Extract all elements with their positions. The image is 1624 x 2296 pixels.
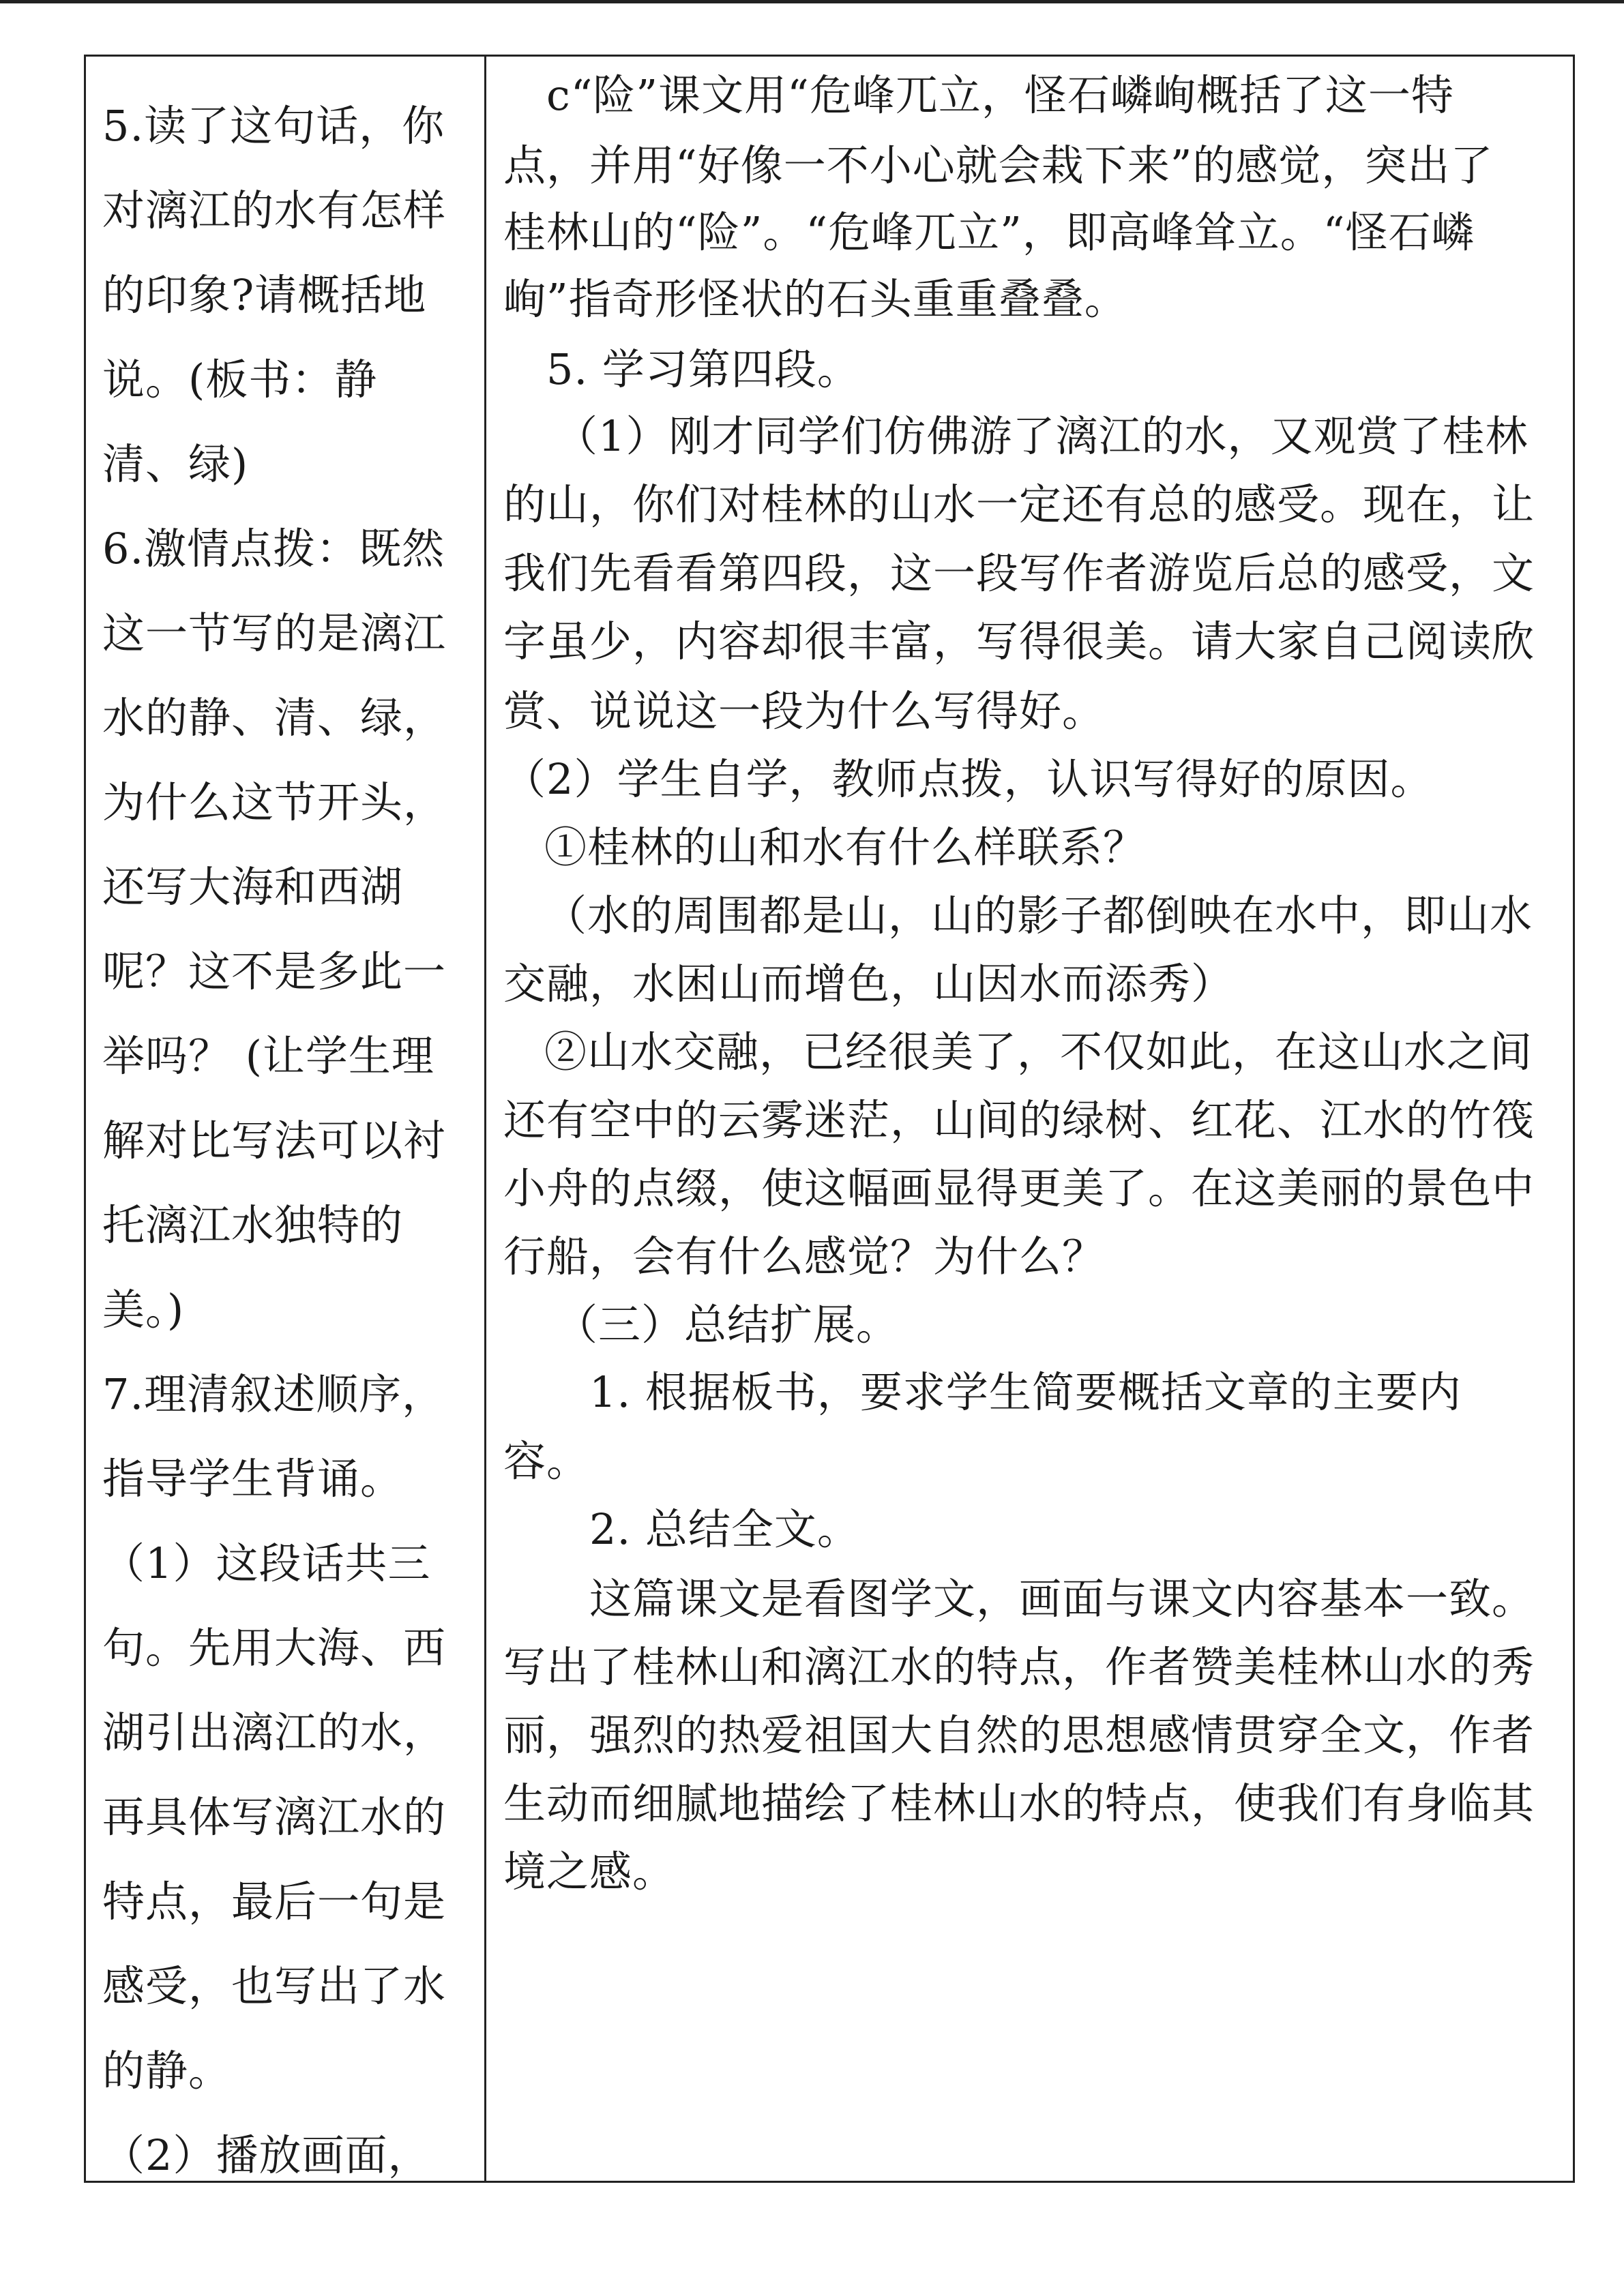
lesson-plan-table [84,55,1575,2183]
left-line: 还写大海和西湖 [102,862,404,912]
right-line: 字虽少，内容却很丰富，写得很美。请大家自己阅读欣 [503,616,1535,666]
right-line: 交融，水困山而增色，山因水而添秀） [503,959,1235,1009]
left-line: 举吗？ (让学生理 [102,1031,434,1081]
right-line: 丽，强烈的热爱祖国大自然的思想感情贯穿全文，作者 [503,1710,1535,1760]
top-rule [0,0,1624,3]
left-line: 再具体写漓江水的 [102,1792,447,1842]
right-line: （1）刚才同学们仿佛游了漓江的水，又观赏了桂林 [555,411,1529,461]
right-line: ①桂林的山和水有什么样联系？ [544,822,1147,872]
right-line: （水的周围都是山，山的影子都倒映在水中，即山水 [544,891,1533,940]
left-line: 感受，也写出了水 [102,1961,447,2011]
right-line: 1. 根据板书，要求学生简要概括文章的主要内 [589,1367,1462,1417]
left-line: （2）播放画面， [102,2130,431,2180]
right-line: 我们先看看第四段，这一段写作者游览后总的感受，文 [503,548,1535,598]
left-line: 清、绿) [102,439,249,489]
right-line: 生动而细腻地描绘了桂林山水的特点，使我们有身临其 [503,1778,1535,1828]
left-line: 美。) [102,1285,185,1335]
column-divider [484,57,486,2181]
right-line: 容。 [503,1436,590,1486]
right-line: 峋”指奇形怪状的石头重重叠叠。 [503,274,1127,324]
right-line: c“险”课文用“危峰兀立，怪石嶙峋概括了这一特 [546,70,1454,120]
right-line: （2）学生自学，教师点拨，认识写得好的原因。 [503,754,1434,804]
left-line: 水的静、清、绿， [102,693,447,743]
left-line: 这一节写的是漓江 [102,608,447,658]
left-line: 说。(板书：静 [102,355,378,404]
left-line: 的静。 [102,2046,232,2096]
right-line: 还有空中的云雾迷茫，山间的绿树、红花、江水的竹筏 [503,1095,1535,1145]
right-line: 行船，会有什么感觉？为什么？ [503,1232,1106,1281]
left-line: 指导学生背诵。 [102,1454,404,1504]
left-line: 对漓江的水有怎样 [102,185,447,235]
left-line: 6.激情点拨：既然 [102,524,445,573]
left-line: 为什么这节开头， [102,777,447,827]
right-line: 点，并用“好像一不小心就会栽下来”的感觉，突出了 [503,140,1494,190]
right-line: 这篇课文是看图学文，画面与课文内容基本一致。 [589,1574,1535,1624]
left-line: 句。先用大海、西 [102,1623,447,1673]
left-line: 托漓江水独特的 [102,1200,404,1250]
right-line: （三）总结扩展。 [555,1300,900,1350]
right-line: 桂林山的“险”。“危峰兀立”，即高峰耸立。“怪石嶙 [503,207,1475,257]
right-line: 5. 学习第四段。 [546,344,860,394]
right-line: 2. 总结全文。 [589,1504,860,1554]
right-line: 赏、说说这一段为什么写得好。 [503,686,1106,736]
left-line: 的印象?请概括地 [102,270,427,320]
right-line: ②山水交融，已经很美了，不仅如此，在这山水之间 [544,1027,1533,1077]
right-line: 写出了桂林山和漓江水的特点，作者赞美桂林山水的秀 [503,1642,1535,1692]
left-line: 解对比写法可以衬 [102,1116,447,1165]
left-line: 湖引出漓江的水， [102,1708,447,1757]
right-line: 的山，你们对桂林的山水一定还有总的感受。现在，让 [503,479,1535,529]
right-line: 小舟的点缀，使这幅画显得更美了。在这美丽的景色中 [503,1163,1535,1213]
left-line: 呢？这不是多此一 [102,946,447,996]
left-line: 特点，最后一句是 [102,1877,447,1926]
left-line: 7.理清叙述顺序， [102,1369,445,1419]
left-line: 5.读了这句话，你 [102,101,445,151]
left-line: （1）这段话共三 [102,1538,431,1588]
right-line: 境之感。 [503,1847,676,1896]
